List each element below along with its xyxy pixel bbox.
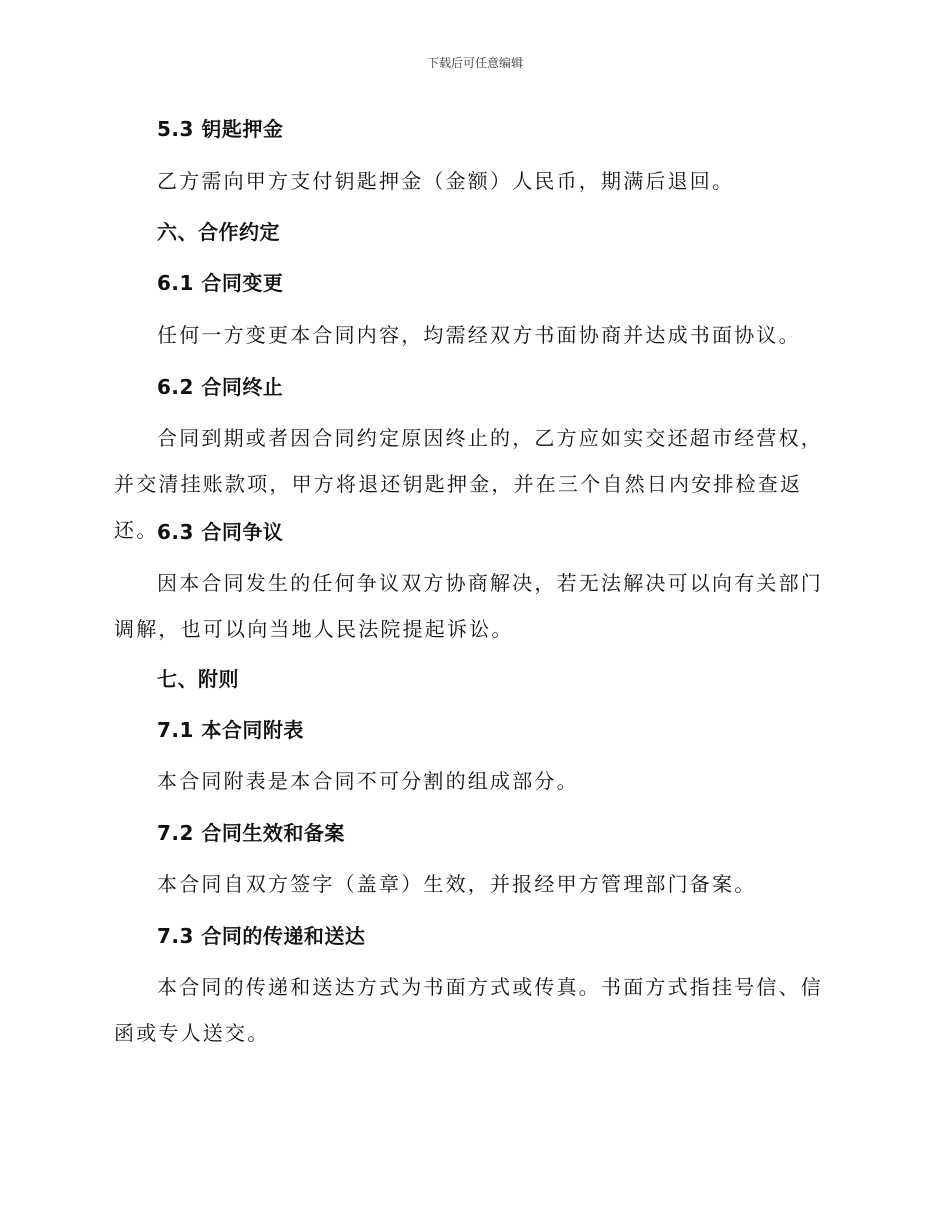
paragraph-delivery: 本合同的传递和送达方式为书面方式或传真。书面方式指挂号信、信函或专人送交。: [114, 975, 823, 1045]
paragraph-key-deposit: 乙方需向甲方支付钥匙押金（金额）人民币，期满后退回。: [157, 169, 735, 193]
section-heading-6-2: 6.2 合同终止: [157, 375, 284, 399]
section-heading-5-3: 5.3 钥匙押金: [157, 117, 284, 141]
paragraph-contract-dispute: 因本合同发生的任何争议双方协商解决，若无法解决可以向有关部门调解，也可以向当地人民法院提起诉讼。: [114, 571, 823, 641]
paragraph-attachments: 本合同附表是本合同不可分割的组成部分。: [157, 769, 579, 793]
paragraph-contract-change: 任何一方变更本合同内容，均需经双方书面协商并达成书面协议。: [157, 323, 801, 347]
section-heading-6-3: 6.3 合同争议: [157, 520, 284, 544]
section-heading-7-1: 7.1 本合同附表: [157, 718, 304, 742]
page-header: 下载后可任意编辑: [426, 56, 523, 70]
chapter-heading-6: 六、合作约定: [157, 220, 280, 244]
chapter-heading-7: 七、附则: [157, 667, 239, 691]
section-heading-6-1: 6.1 合同变更: [157, 271, 284, 295]
section-heading-7-2: 7.2 合同生效和备案: [157, 821, 345, 845]
section-heading-7-3: 7.3 合同的传递和送达: [157, 924, 366, 948]
paragraph-contract-termination: 合同到期或者因合同约定原因终止的，乙方应如实交还超市经营权，并交清挂账款项，甲方将退还钥匙押金，并在三个自然日内安排检查返还。: [114, 426, 823, 542]
paragraph-effectiveness: 本合同自双方签字（盖章）生效，并报经甲方管理部门备案。: [157, 872, 757, 896]
